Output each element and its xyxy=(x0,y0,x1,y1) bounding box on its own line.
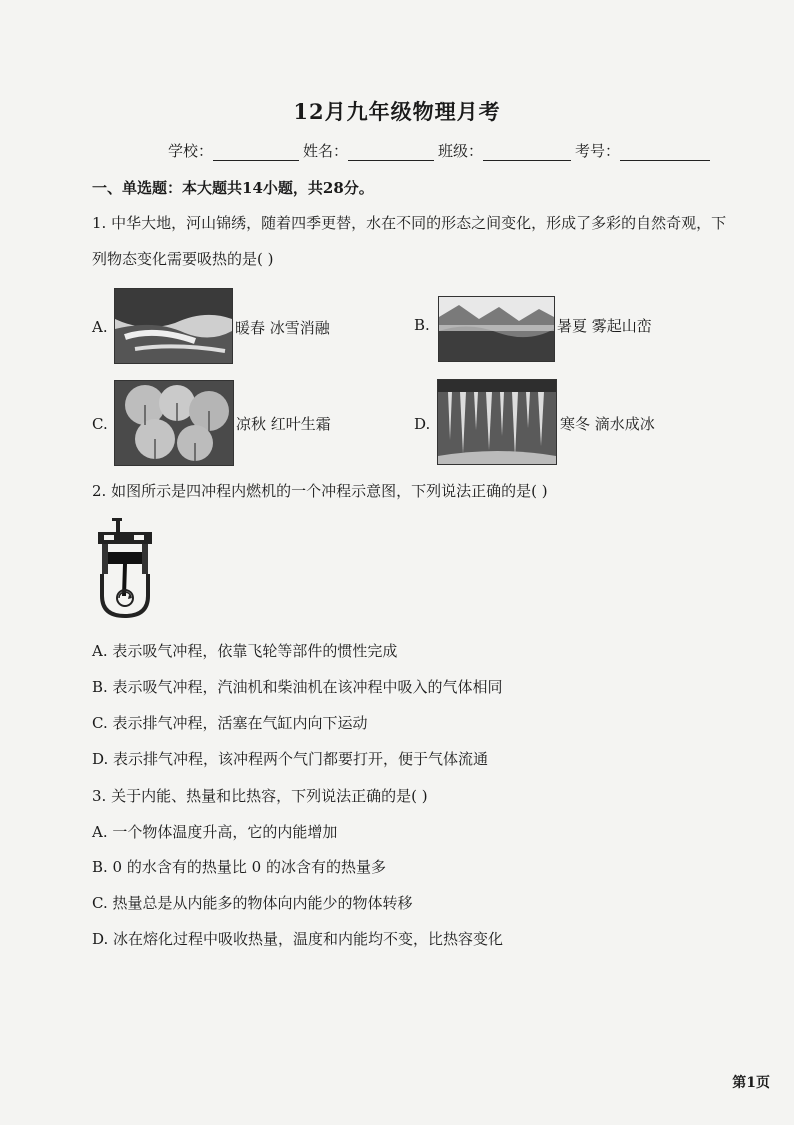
name-blank xyxy=(348,146,434,161)
q1-option-c-image xyxy=(114,380,234,466)
q1-option-a-label: A. xyxy=(92,318,108,336)
q3-option-a: A. 一个物体温度升高，它的内能增加 xyxy=(92,823,338,841)
q3-stem: 3. 关于内能、热量和比热容，下列说法正确的是( ) xyxy=(92,787,428,805)
q1-option-c-caption: 凉秋 红叶生霜 xyxy=(236,415,331,433)
number-blank xyxy=(620,146,710,161)
page-title: 12月九年级物理月考 xyxy=(293,99,501,124)
page-number: 第1页 xyxy=(732,1075,770,1091)
q2-option-d: D. 表示排气冲程，该冲程两个气门都要打开，便于气体流通 xyxy=(92,750,489,768)
q1-option-b-label: B. xyxy=(414,316,430,334)
q1-option-b-image xyxy=(438,296,555,362)
name-label: 姓名： xyxy=(303,142,349,160)
class-label: 班级： xyxy=(438,142,484,160)
engine-diagram xyxy=(94,516,156,620)
student-info-row xyxy=(168,140,714,161)
school-blank xyxy=(213,146,299,161)
q3-option-b: B. 0 的水含有的热量比 0 的冰含有的热量多 xyxy=(92,858,386,876)
q1-option-b-caption: 暑夏 雾起山峦 xyxy=(557,317,652,335)
q1-stem-line2: 列物态变化需要吸热的是( ) xyxy=(92,250,274,268)
q1-option-d-image xyxy=(437,379,557,465)
q1-stem-line1: 1. 中华大地，河山锦绣，随着四季更替，水在不同的形态之间变化，形成了多彩的自然奇观，下 xyxy=(92,214,727,232)
number-label: 考号： xyxy=(575,142,621,160)
q1-option-c-label: C. xyxy=(92,415,108,433)
q1-option-a-image xyxy=(114,288,233,364)
q1-option-a-caption: 暖春 冰雪消融 xyxy=(235,319,330,337)
q2-option-a: A. 表示吸气冲程，依靠飞轮等部件的惯性完成 xyxy=(92,642,398,660)
q1-option-d-caption: 寒冬 滴水成冰 xyxy=(560,415,655,433)
q2-option-b: B. 表示吸气冲程，汽油机和柴油机在该冲程中吸入的气体相同 xyxy=(92,678,503,696)
section-heading: 一、单选题：本大题共14小题，共28分。 xyxy=(92,179,374,197)
school-label: 学校： xyxy=(168,142,214,160)
q2-stem: 2. 如图所示是四冲程内燃机的一个冲程示意图，下列说法正确的是( ) xyxy=(92,482,548,500)
q3-option-d: D. 冰在熔化过程中吸收热量，温度和内能均不变，比热容变化 xyxy=(92,930,504,948)
q1-option-d-label: D. xyxy=(414,415,431,433)
q2-option-c: C. 表示排气冲程，活塞在气缸内向下运动 xyxy=(92,714,368,732)
class-blank xyxy=(483,146,571,161)
q3-option-c: C. 热量总是从内能多的物体向内能少的物体转移 xyxy=(92,894,413,912)
